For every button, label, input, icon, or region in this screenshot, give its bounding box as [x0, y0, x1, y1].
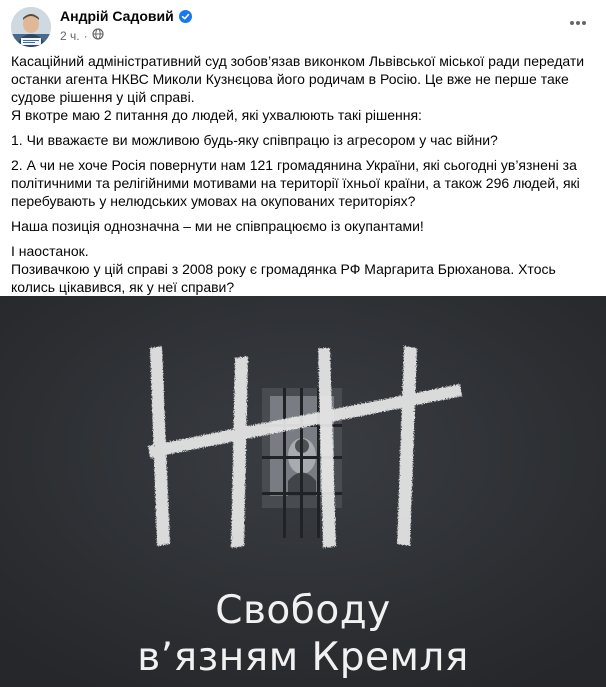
post-paragraph: Касаційний адміністративний суд зобов’язав виконком Львівської міської ради передати останки агента НКВС Миколи Кузнєцова його родичам в Росію. Це вже не перше таке судове рішення у цій справі.	[11, 53, 585, 105]
globe-icon	[92, 28, 104, 43]
verified-badge-icon	[179, 10, 192, 23]
post-paragraph: Позивачкою у цій справі з 2008 року є громадянка РФ Маргарита Брюханова. Хтось колись цікавився, як у неї справи?	[11, 261, 556, 295]
post-image[interactable]	[0, 296, 606, 687]
image-title-line-1: Свободу	[215, 588, 391, 633]
author-avatar[interactable]	[11, 7, 51, 47]
post-timestamp[interactable]: 2 ч.	[60, 28, 80, 43]
post-header	[0, 0, 606, 50]
author-name[interactable]: Андрій Садовий	[60, 8, 174, 24]
post-paragraph: Наша позиція однозначна – ми не співпрацюємо із окупантами!	[11, 218, 424, 234]
post-paragraph: Я вкотре маю 2 питання до людей, які ухвалюють такі рішення:	[11, 107, 422, 123]
image-title-line-2: в’язням Кремля	[137, 635, 469, 680]
more-options-button[interactable]	[564, 13, 592, 33]
author-row	[60, 8, 192, 24]
post-paragraph: 1. Чи вважаєте ви можливою будь-яку співпрацю із агресором у час війни?	[11, 132, 498, 148]
post-paragraph: 2. А чи не хоче Росія повернути нам 121 громадянина України, які сьогодні ув’язнені за політичними та релігійними мотивами на території їхньої країни, а також 296 людей, які перебувають у нелюдських умовах на окупованих територіях?	[11, 157, 580, 209]
post-meta	[60, 28, 104, 43]
meta-separator: ·	[83, 28, 88, 43]
more-dots-icon	[564, 13, 592, 33]
post-text	[11, 52, 597, 303]
post-paragraph: І наостанок.	[11, 243, 89, 259]
